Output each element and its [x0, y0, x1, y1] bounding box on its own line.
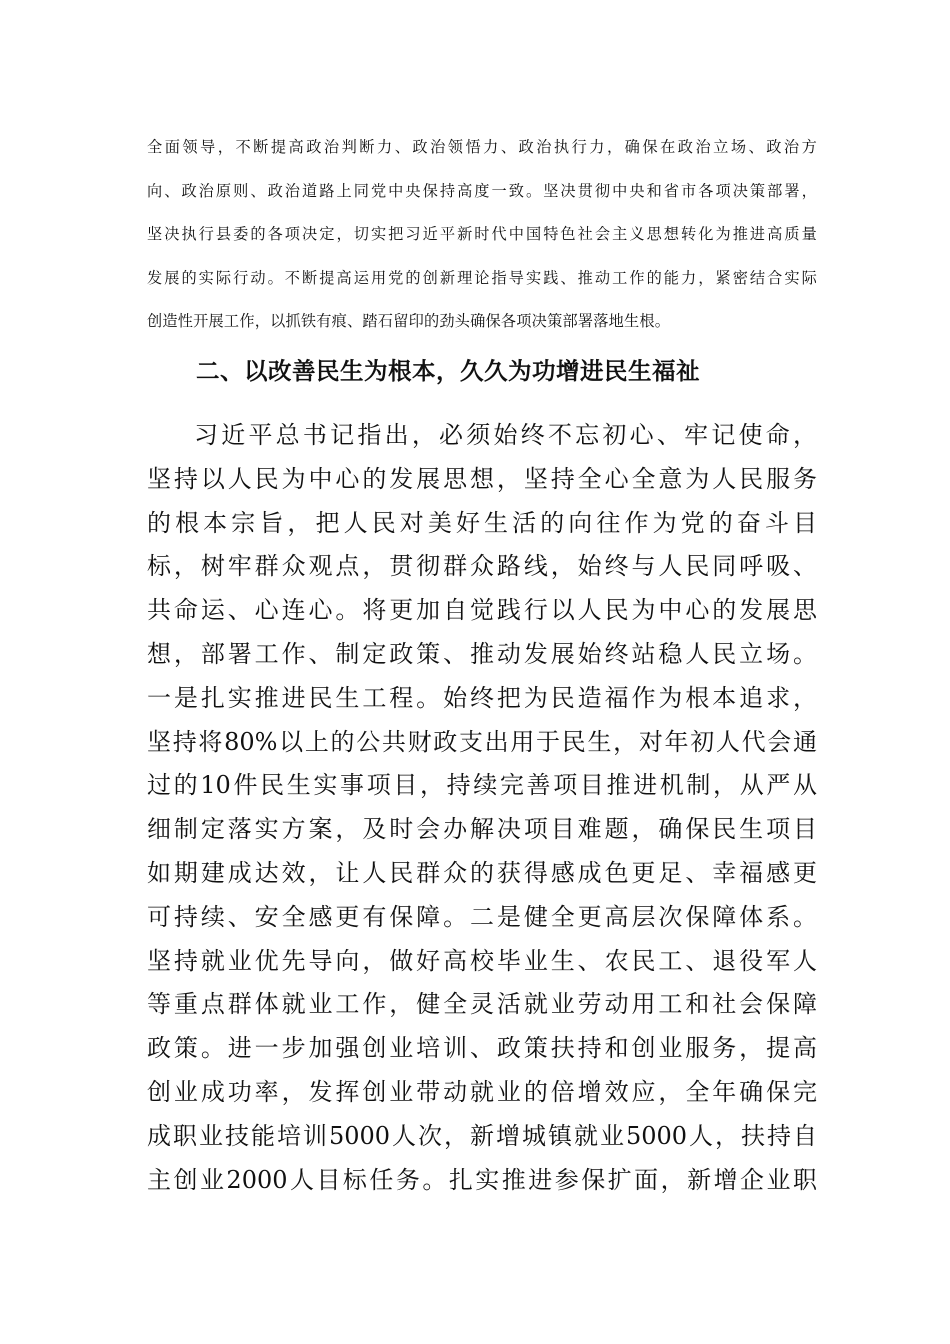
- body-line: 坚持就业优先导向，做好高校毕业生、农民工、退役军人: [147, 946, 817, 975]
- body-line: 坚持将80%以上的公共财政支出用于民生，对年初人代会通: [147, 727, 817, 756]
- body-line: 可持续、安全感更有保障。二是健全更高层次保障体系。: [147, 902, 817, 931]
- body-line: 政策。进一步加强创业培训、政策扶持和创业服务，提高: [147, 1034, 817, 1063]
- intro-paragraph: [147, 133, 817, 351]
- body-line: 习近平总书记指出，必须始终不忘初心、牢记使命，: [194, 421, 817, 449]
- body-line: 等重点群体就业工作，健全灵活就业劳动用工和社会保障: [147, 990, 817, 1019]
- intro-line: 全面领导，不断提高政治判断力、政治领悟力、政治执行力，确保在政治立场、政治方: [147, 138, 817, 156]
- body-line: 一是扎实推进民生工程。始终把为民造福作为根本追求，: [147, 683, 817, 712]
- body-line: 成职业技能培训5000人次，新增城镇就业5000人，扶持自: [147, 1121, 817, 1150]
- body-line: 的根本宗旨，把人民对美好生活的向往作为党的奋斗目: [147, 508, 817, 537]
- intro-line: 向、政治原则、政治道路上同党中央保持高度一致。坚决贯彻中央和省市各项决策部署，: [147, 181, 817, 200]
- body-line: 坚持以人民为中心的发展思想，坚持全心全意为人民服务: [147, 464, 817, 493]
- body-line: 标，树牢群众观点，贯彻群众路线，始终与人民同呼吸、: [147, 552, 817, 581]
- body-line: 细制定落实方案，及时会办解决项目难题，确保民生项目: [147, 815, 817, 844]
- body-line: 共命运、心连心。将更加自觉践行以人民为中心的发展思: [147, 596, 817, 625]
- intro-line: 坚决执行县委的各项决定，切实把习近平新时代中国特色社会主义思想转化为推进高质量: [147, 225, 817, 244]
- body-line: 过的10件民生实事项目，持续完善项目推进机制，从严从: [147, 771, 817, 800]
- intro-line: 创造性开展工作，以抓铁有痕、踏石留印的劲头确保各项决策部署落地生根。: [147, 312, 671, 331]
- intro-line: 发展的实际行动。不断提高运用党的创新理论指导实践、推动工作的能力，紧密结合实际: [147, 268, 817, 287]
- body-line: 如期建成达效，让人民群众的获得感成色更足、幸福感更: [147, 858, 817, 887]
- section-heading: 二、以改善民生为根本，久久为功增进民生福祉: [196, 357, 700, 385]
- body-line: 创业成功率，发挥创业带动就业的倍增效应，全年确保完: [147, 1077, 817, 1106]
- body-line: 想，部署工作、制定政策、推动发展始终站稳人民立场。: [147, 639, 817, 668]
- body-paragraph: [147, 414, 817, 1202]
- body-line: 主创业2000人目标任务。扎实推进参保扩面，新增企业职: [147, 1165, 817, 1194]
